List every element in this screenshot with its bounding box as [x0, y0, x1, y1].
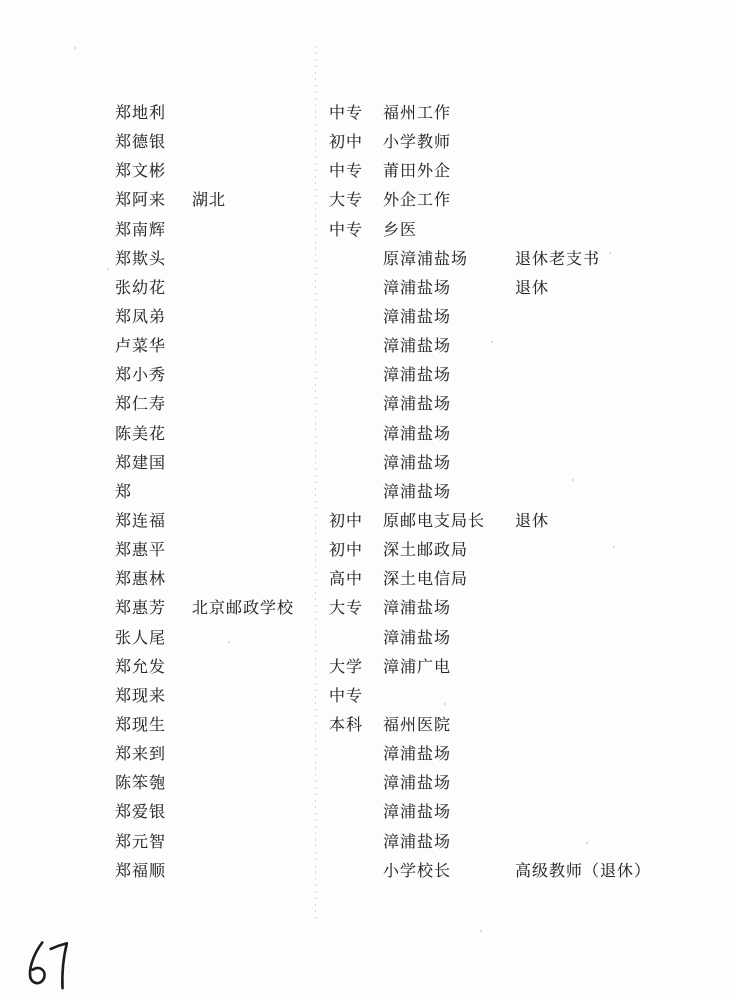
table-row	[115, 388, 720, 417]
table-row	[115, 243, 720, 272]
cell-status: 退休	[515, 513, 550, 531]
scan-speck	[609, 252, 611, 254]
scan-speck	[586, 842, 588, 844]
cell-workplace: 小学教师	[383, 134, 452, 152]
cell-name: 卢菜华	[115, 338, 167, 356]
cell-workplace: 深土邮政局	[383, 542, 469, 560]
cell-education: 中专	[329, 221, 364, 239]
cell-name: 郑地利	[115, 105, 167, 123]
cell-name: 郑福顺	[115, 862, 167, 880]
cell-workplace: 漳浦盐场	[383, 338, 452, 356]
cell-workplace: 漳浦盐场	[383, 483, 452, 501]
table-row	[115, 184, 720, 213]
cell-workplace: 福州医院	[383, 717, 452, 735]
table-row	[115, 563, 720, 592]
scan-speck	[572, 479, 574, 481]
cell-workplace: 漳浦盐场	[383, 396, 452, 414]
cell-workplace: 漳浦盐场	[383, 279, 452, 297]
cell-status: 退休	[515, 279, 550, 297]
table-row	[115, 680, 720, 709]
cell-name: 郑	[115, 483, 133, 501]
table-row	[115, 155, 720, 184]
cell-origin: 湖北	[192, 192, 227, 210]
table-row	[115, 447, 720, 476]
cell-name: 陈美花	[115, 425, 167, 443]
cell-name: 郑欺头	[115, 250, 167, 268]
cell-name: 郑惠林	[115, 571, 167, 589]
cell-name: 张幼花	[115, 279, 167, 297]
scan-speck	[107, 268, 109, 270]
cell-name: 陈笨匏	[115, 775, 167, 793]
cell-workplace: 漳浦盐场	[383, 600, 452, 618]
cell-workplace: 漳浦盐场	[383, 425, 452, 443]
cell-name: 郑建国	[115, 454, 167, 472]
cell-education: 本科	[329, 717, 364, 735]
cell-name: 郑来到	[115, 746, 167, 764]
scan-speck	[491, 341, 493, 343]
cell-name: 郑德银	[115, 134, 167, 152]
cell-name: 郑现来	[115, 687, 167, 705]
cell-status: 退休老支书	[515, 250, 601, 268]
cell-workplace: 漳浦盐场	[383, 833, 452, 851]
cell-name: 郑小秀	[115, 367, 167, 385]
table-row	[115, 855, 720, 884]
cell-workplace: 小学校长	[383, 862, 452, 880]
cell-name: 张人尾	[115, 629, 167, 647]
cell-education: 中专	[329, 105, 364, 123]
cell-workplace: 漳浦盐场	[383, 775, 452, 793]
cell-workplace: 漳浦盐场	[383, 746, 452, 764]
cell-workplace: 莆田外企	[383, 163, 452, 181]
cell-name: 郑仁寿	[115, 396, 167, 414]
table-row	[115, 97, 720, 126]
table-row	[115, 272, 720, 301]
table-row	[115, 592, 720, 621]
table-row	[115, 826, 720, 855]
cell-education: 中专	[329, 163, 364, 181]
scan-speck	[228, 641, 230, 643]
cell-workplace: 漳浦广电	[383, 658, 452, 676]
table-row	[115, 651, 720, 680]
cell-workplace: 原漳浦盐场	[383, 250, 469, 268]
cell-workplace: 漳浦盐场	[383, 309, 452, 327]
table-row	[115, 709, 720, 738]
table-row	[115, 622, 720, 651]
table-row	[115, 767, 720, 796]
cell-status: 高级教师（退休）	[515, 862, 652, 880]
table-row	[115, 505, 720, 534]
scan-speck	[444, 703, 446, 705]
cell-name: 郑连福	[115, 513, 167, 531]
cell-education: 大专	[329, 600, 364, 618]
cell-workplace: 乡医	[383, 221, 418, 239]
roster-table	[115, 97, 720, 884]
scan-speck	[613, 546, 615, 548]
cell-education: 初中	[329, 542, 364, 560]
cell-education: 初中	[329, 513, 364, 531]
cell-workplace: 漳浦盐场	[383, 454, 452, 472]
table-row	[115, 738, 720, 767]
cell-workplace: 漳浦盐场	[383, 367, 452, 385]
table-row	[115, 214, 720, 243]
digit-7-stroke	[50, 943, 70, 989]
digit-6-stroke	[28, 942, 45, 983]
cell-origin: 北京邮政学校	[192, 600, 295, 618]
cell-workplace: 深土电信局	[383, 571, 469, 589]
cell-education: 初中	[329, 134, 364, 152]
cell-name: 郑惠芳	[115, 600, 167, 618]
table-row	[115, 330, 720, 359]
handwritten-page-number	[20, 938, 80, 996]
cell-name: 郑文彬	[115, 163, 167, 181]
table-row	[115, 476, 720, 505]
cell-name: 郑南辉	[115, 221, 167, 239]
cell-workplace: 原邮电支局长	[383, 513, 486, 531]
cell-name: 郑凤弟	[115, 309, 167, 327]
table-row	[115, 359, 720, 388]
cell-name: 郑现生	[115, 717, 167, 735]
table-row	[115, 796, 720, 825]
table-row	[115, 534, 720, 563]
cell-education: 中专	[329, 687, 364, 705]
scan-speck	[74, 47, 76, 49]
cell-workplace: 漳浦盐场	[383, 629, 452, 647]
table-row	[115, 301, 720, 330]
cell-education: 大学	[329, 658, 364, 676]
cell-workplace: 漳浦盐场	[383, 804, 452, 822]
cell-education: 高中	[329, 571, 364, 589]
cell-name: 郑阿来	[115, 192, 167, 210]
cell-workplace: 福州工作	[383, 105, 452, 123]
table-row	[115, 126, 720, 155]
cell-name: 郑元智	[115, 833, 167, 851]
table-row	[115, 418, 720, 447]
scan-speck	[480, 930, 482, 932]
cell-name: 郑爱银	[115, 804, 167, 822]
cell-name: 郑允发	[115, 658, 167, 676]
cell-education: 大专	[329, 192, 364, 210]
cell-name: 郑惠平	[115, 542, 167, 560]
cell-workplace: 外企工作	[383, 192, 452, 210]
